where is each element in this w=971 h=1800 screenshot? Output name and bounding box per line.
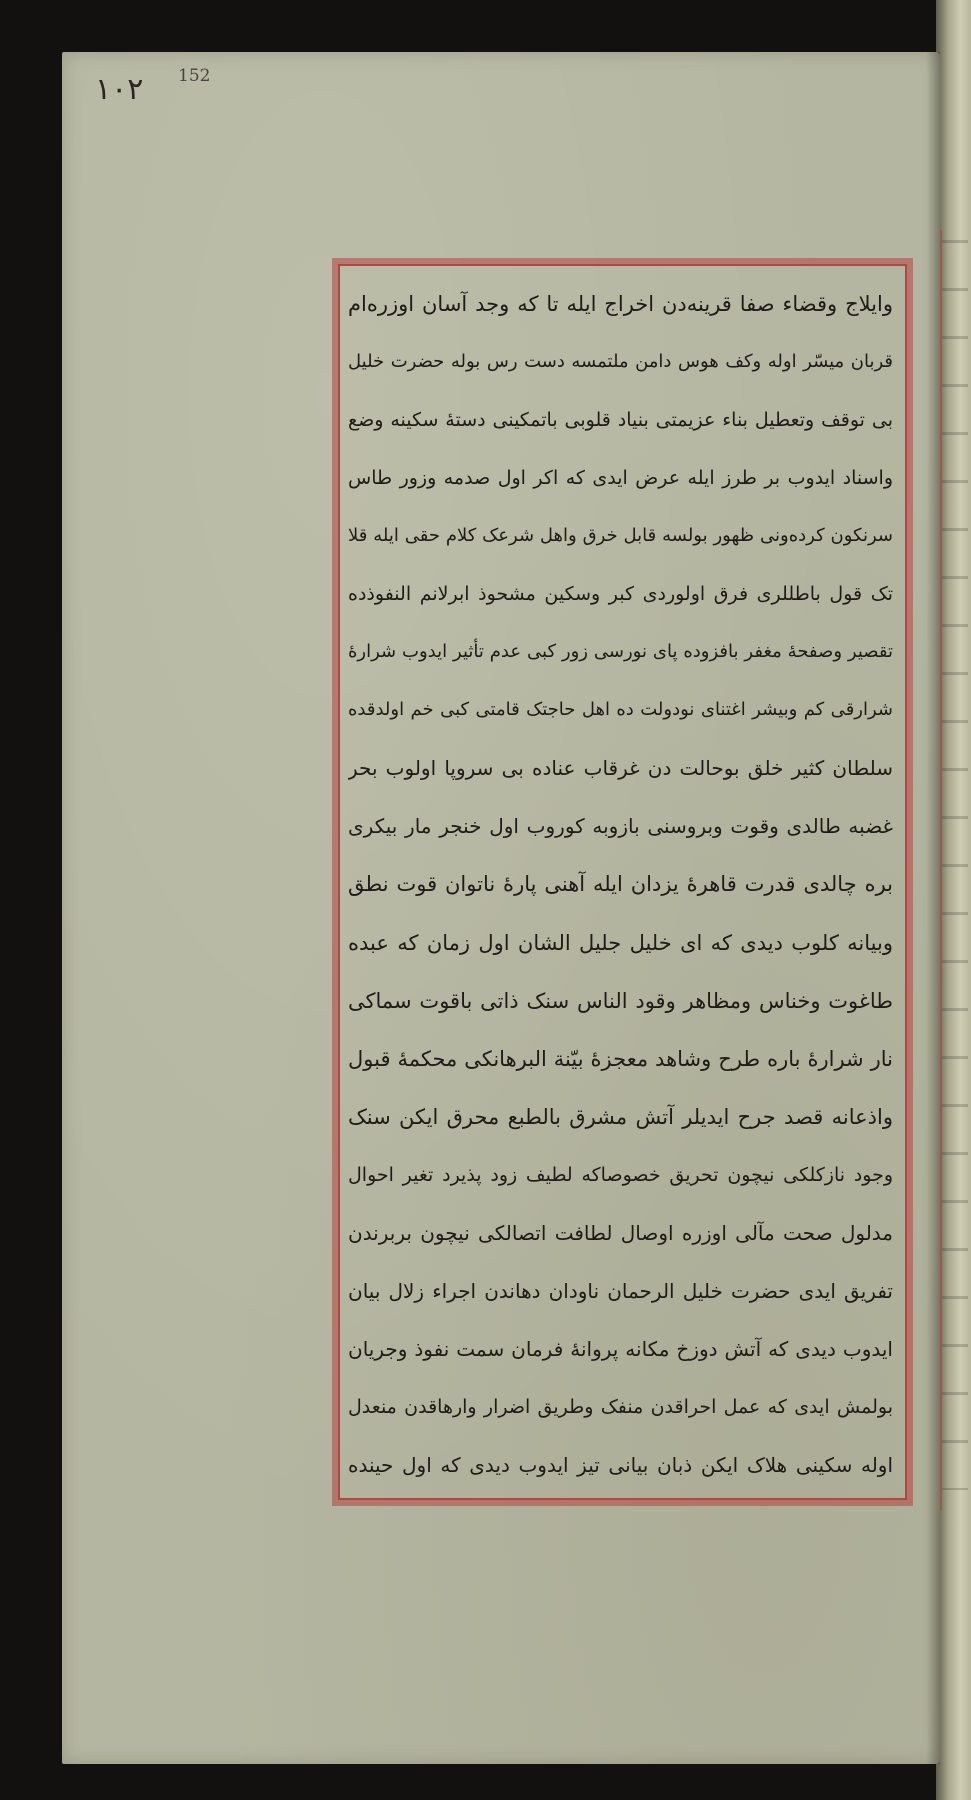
- text-line: نار شرارهٔ باره طرح وشاهد معجزهٔ بیّنة البرهانکی محکمهٔ قبول: [348, 1046, 893, 1071]
- text-line: غضبه طالدی وقوت وبروسنی بازوبه کوروب اول خنجر مار بیکری: [348, 814, 893, 839]
- folio-number: ١٠٢: [95, 72, 144, 107]
- text-line: قربان میسّر اوله وکف هوس دامن ملتمسه دست رس بوله حضرت خلیل: [348, 351, 893, 373]
- text-line: تقصیر وصفحهٔ مغفر بافزوده پای نورسی زور کبی عدم تأثیر ایدوب شرارهٔ: [348, 641, 893, 663]
- text-line: وبیانه کلوب دیدی که ای خلیل جلیل الشان اول زمان که عبده: [348, 930, 893, 955]
- text-block: [348, 282, 893, 1487]
- text-line: شرارقی کم وبیشر اغتنای نودولت ده اهل حاجتک قامتی کبی خم اولدقده: [348, 699, 893, 721]
- text-line: بره چالدی قدرت قاهرهٔ یزدان ایله آهنی پارهٔ ناتوان قوت نطق: [348, 872, 893, 897]
- text-line: تفریق ایدی حضرت خلیل الرحمان ناودان دهاندن اجراء زلال بیان: [348, 1278, 893, 1303]
- page-gutter-shadow: [926, 52, 940, 1764]
- text-line: وجود نازکلکی نیچون تحریق خصوصاکه لطیف زود پذیرد تغیر احوال: [348, 1163, 893, 1186]
- text-line: بی توقف وتعطیل بناء عزیمتی بنیاد قلوبی باتمکینی دستهٔ سکینه وضع: [348, 409, 893, 432]
- text-line: اوله سکینی هلاک ایکن ذبان بیانی تیز ایدوب دیدی که اول حینده: [348, 1452, 893, 1477]
- text-line: واذعانه قصد جرح ایدیلر آتش مشرق بالطبع محرق ایکن سنک: [348, 1104, 893, 1129]
- text-line: سلطان کثیر خلق بوحالت دن غرقاب عناده بی سروپا اولوب بحر: [348, 756, 893, 781]
- text-line: مدلول صحت مآلی اوزره اوصال لطافت اتصالکی نیچون بربرندن: [348, 1220, 893, 1245]
- text-line: واسناد ایدوب بر طرز ایله عرض ایدی که اکر اول صدمه وزور طاس: [348, 467, 893, 490]
- text-line: وایلاج وقضاء صفا قرینه‌دن اخراج ایله تا که وجد آسان اوزره‌ام: [348, 292, 893, 316]
- text-line: ایدوب دیدی که آتش دوزخ مکانه پروانهٔ فرمان سمت نفوذ وجریان: [348, 1336, 893, 1361]
- adjacent-page-text-shadow: [942, 240, 968, 1490]
- text-line: سرنکون کرده‌ونی ظهور بولسه قابل خرق واهل شرعک کلام حقی ایله قلا: [348, 525, 893, 547]
- text-line: بولمش ایدی که عمل احراقدن منفک وطریق اضرار وارهاقدن منعدل: [348, 1395, 893, 1418]
- folio-alt-number: 152: [178, 66, 211, 86]
- text-line: طاغوت وخناس ومظاهر وقود الناس سنک ذاتی باقوت سماکی: [348, 988, 893, 1013]
- text-line: تک قول باطللری فرق اولوردی کبر وسکین مشحوذ ابرلانم النفوذده: [348, 583, 893, 606]
